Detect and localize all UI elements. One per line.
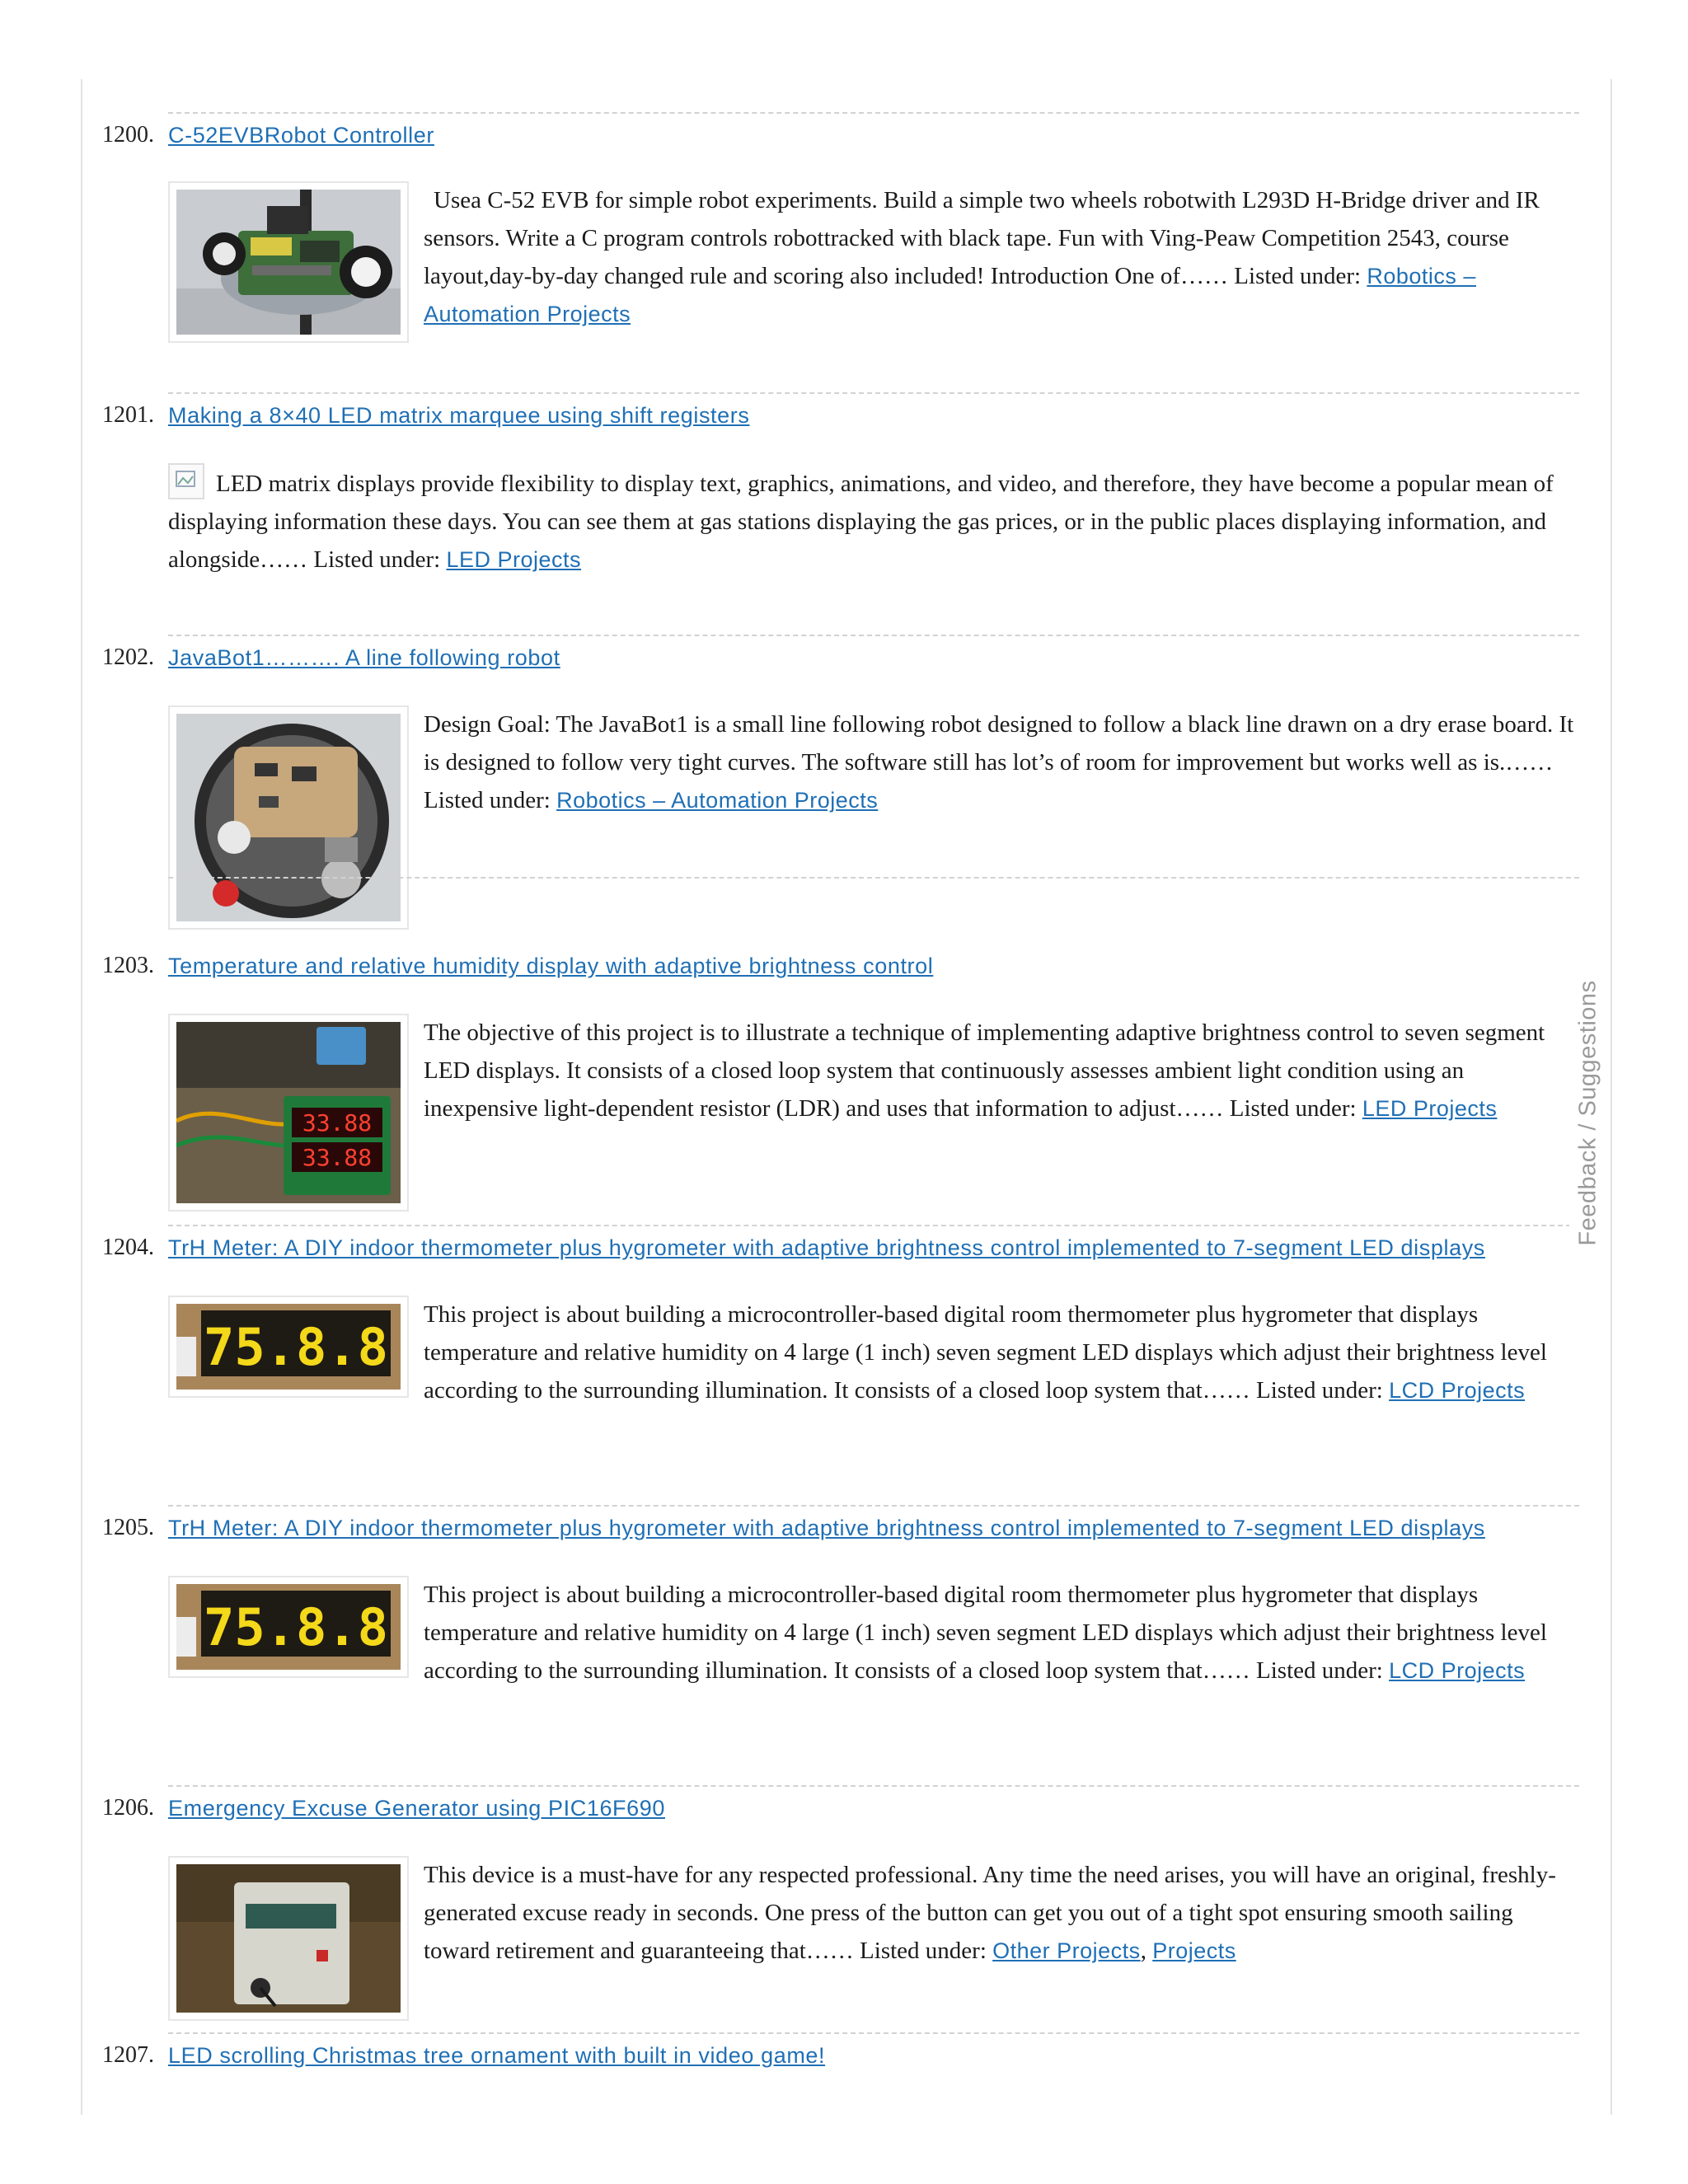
- entry-thumbnail-humidity-display[interactable]: [168, 1014, 409, 1212]
- entry-title-link[interactable]: Making a 8×40 LED matrix marquee using shift registers: [168, 403, 750, 428]
- entry-title-link[interactable]: C-52EVBRobot Controller: [168, 123, 434, 148]
- thumb-digits: 75.8.8: [204, 1597, 388, 1657]
- thumb-digits: 75.8.8: [204, 1317, 388, 1377]
- entry-thumbnail-javabot[interactable]: [168, 705, 409, 930]
- category-link-robotics[interactable]: Robotics – Automation Projects: [556, 788, 879, 813]
- excuse-generator-device-image: [176, 1864, 401, 2013]
- entry-number: 1203.: [102, 953, 154, 978]
- entry-title-link[interactable]: Temperature and relative humidity display with adaptive brightness control: [168, 954, 934, 978]
- thumb-digits-row2: 33.88: [302, 1144, 373, 1171]
- thumb-digits-row1: 33.88: [302, 1109, 373, 1137]
- entry-separator: [168, 2032, 1579, 2034]
- broken-image-icon: [168, 463, 204, 499]
- entry-separator: [168, 635, 1579, 636]
- category-link-robotics[interactable]: Robotics – Automation Projects: [424, 264, 1476, 326]
- entry-number: 1206.: [102, 1795, 154, 1821]
- entry-title-link[interactable]: Emergency Excuse Generator using PIC16F690: [168, 1796, 665, 1821]
- entry-description: LED matrix displays provide flexibility to display text, graphics, animations, and video, and therefore, they have become a popular mean of displaying information these days. You can see them at gas stations displaying the gas prices, or in the public places displaying information, and alongside…… Listed under: LED Projects: [168, 463, 1579, 579]
- feedback-tab-label: Feedback / Suggestions: [1574, 979, 1601, 1246]
- entry-description: Usea C-52 EVB for simple robot experiments. Build a simple two wheels robotwith L293D H-Bridge driver and IR sensors. Write a C program controls robottracked with black tape. Fun with Ving-Peaw Competition 2543, course layout,day-by-day changed rule and scoring also included! Introduction One of…… Listed under: Robotics – Automation Projects: [424, 187, 1540, 326]
- entry-title-link[interactable]: TrH Meter: A DIY indoor thermometer plus hygrometer with adaptive brightness control implemented to 7-segment LED displays: [168, 1516, 1485, 1540]
- entry-separator: [168, 112, 1579, 114]
- entry-separator: [168, 1785, 1579, 1787]
- category-link-led[interactable]: LED Projects: [446, 547, 582, 572]
- category-link-projects[interactable]: Projects: [1152, 1938, 1236, 1963]
- entry-thumbnail-excuse-generator[interactable]: [168, 1856, 409, 2021]
- entry-description: This device is a must-have for any respected professional. Any time the need arises, you will have an original, freshly-generated excuse ready in seconds. One press of the button can get you out of a tight spot ensuring smooth sailing toward retirement and guaranteeing that…… Listed under: Other Projects, Projects: [424, 1862, 1556, 1964]
- robot-car-image: [176, 190, 401, 335]
- category-link-lcd[interactable]: LCD Projects: [1389, 1658, 1526, 1683]
- seven-segment-display-image: [176, 1584, 401, 1670]
- entry-number: 1205.: [102, 1515, 154, 1540]
- entry-number: 1200.: [102, 122, 154, 148]
- entry-thumbnail-trh-meter[interactable]: [168, 1576, 409, 1678]
- entry-title-link[interactable]: LED scrolling Christmas tree ornament with built in video game!: [168, 2043, 826, 2068]
- led-display-board-image: [176, 1022, 401, 1203]
- entry-thumbnail-trh-meter[interactable]: [168, 1296, 409, 1398]
- entry-description: This project is about building a microcontroller-based digital room thermometer plus hygrometer that displays temperature and relative humidity on 4 large (1 inch) seven segment LED displays which adjust their brightness level according to the surrounding illumination. It consists of a closed loop system that…… Listed under: LCD Projects: [424, 1582, 1547, 1684]
- entry-number: 1202.: [102, 644, 154, 670]
- entry-separator: [168, 877, 1579, 879]
- entry-separator: [168, 1505, 1579, 1507]
- category-link-lcd[interactable]: LCD Projects: [1389, 1378, 1526, 1403]
- entry-title-link[interactable]: JavaBot1………. A line following robot: [168, 645, 560, 670]
- feedback-suggestions-tab[interactable]: [1569, 972, 1607, 1253]
- entry-separator: [168, 1225, 1579, 1226]
- entry-description: This project is about building a microcontroller-based digital room thermometer plus hygrometer that displays temperature and relative humidity on 4 large (1 inch) seven segment LED displays which adjust their brightness level according to the surrounding illumination. It consists of a closed loop system that…… Listed under: LCD Projects: [424, 1301, 1547, 1404]
- entry-thumbnail-robot-controller[interactable]: [168, 181, 409, 343]
- category-link-led[interactable]: LED Projects: [1362, 1096, 1498, 1121]
- entry-number: 1207.: [102, 2042, 154, 2068]
- entry-description: The objective of this project is to illustrate a technique of implementing adaptive brightness control to seven segment LED displays. It consists of a closed loop system that continuously assesses ambient light condition using an inexpensive light-dependent resistor (LDR) and uses that information to adjust…… Listed under: LED Projects: [424, 1019, 1545, 1122]
- entry-title-link[interactable]: TrH Meter: A DIY indoor thermometer plus hygrometer with adaptive brightness control implemented to 7-segment LED displays: [168, 1235, 1485, 1260]
- seven-segment-display-image: [176, 1304, 401, 1390]
- entry-number: 1204.: [102, 1235, 154, 1260]
- entry-number: 1201.: [102, 402, 154, 428]
- entry-separator: [168, 392, 1579, 394]
- category-link-other[interactable]: Other Projects: [992, 1938, 1141, 1963]
- line-following-robot-image: [176, 714, 401, 921]
- entry-description: Design Goal: The JavaBot1 is a small line following robot designed to follow a black line drawn on a dry erase board. It is designed to follow very tight curves. The software still has lot’s of room for improvement but works well as is.…… Listed under: Robotics – Automation Projects: [424, 711, 1574, 813]
